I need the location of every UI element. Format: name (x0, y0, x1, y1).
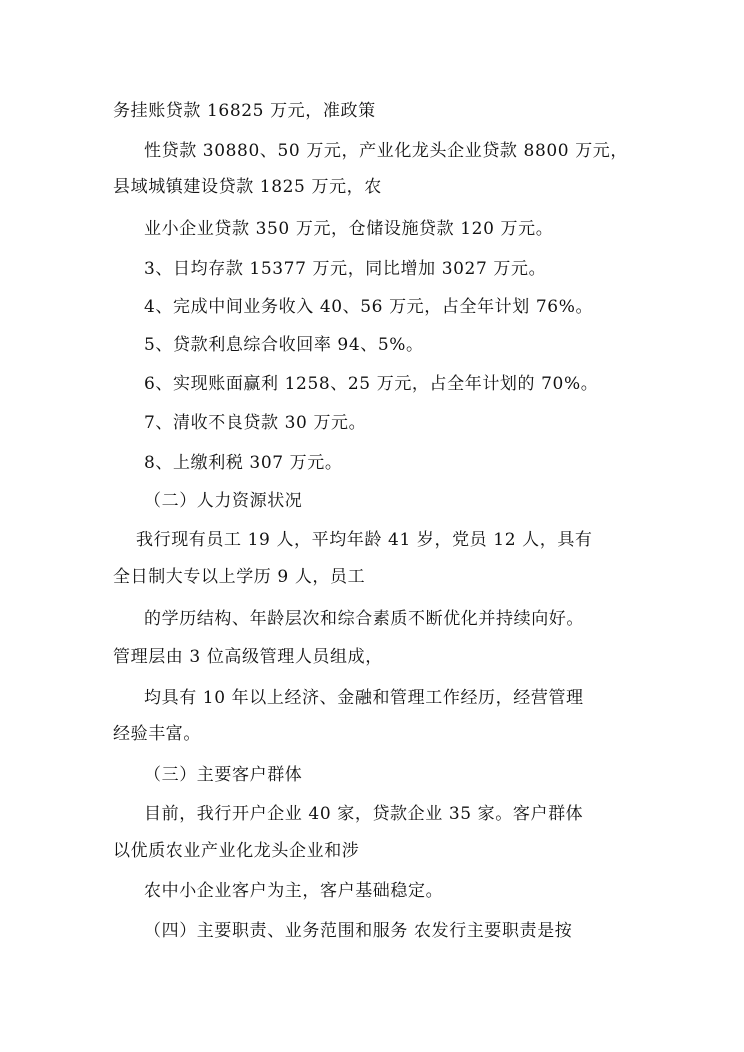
text-line-16: 均具有 10 年以上经济、金融和管理工作经历，经营管理 (144, 688, 584, 708)
text-line-10: 8、上缴利税 307 万元。 (144, 453, 343, 473)
text-line-20: 以优质农业产业化龙头企业和涉 (113, 841, 360, 861)
text-line-9: 7、清收不良贷款 30 万元。 (144, 413, 367, 433)
section-heading-main-customers: （三）主要客户群体 (144, 765, 303, 785)
text-line-7: 5、贷款利息综合收回率 94、5%。 (144, 335, 424, 355)
text-line-6: 4、完成中间业务收入 40、56 万元，占全年计划 76%。 (144, 297, 594, 317)
text-line-1: 务挂账贷款 16825 万元，准政策 (113, 101, 376, 121)
text-line-3: 县域城镇建设贷款 1825 万元，农 (113, 177, 382, 197)
text-line-13: 全日制大专以上学历 9 人，员工 (113, 567, 366, 587)
text-line-2: 性贷款 30880、50 万元，产业化龙头企业贷款 8800 万元， (144, 141, 628, 161)
text-line-5: 3、日均存款 15377 万元，同比增加 3027 万元。 (144, 259, 547, 279)
section-heading-human-resources: （二）人力资源状况 (144, 491, 303, 511)
text-line-4: 业小企业贷款 350 万元，仓储设施贷款 120 万元。 (144, 219, 554, 239)
text-line-15: 管理层由 3 位高级管理人员组成， (113, 647, 383, 667)
text-line-19: 目前，我行开户企业 40 家，贷款企业 35 家。客户群体 (144, 804, 584, 824)
section-heading-duties-scope: （四）主要职责、业务范围和服务 农发行主要职责是按 (144, 921, 573, 941)
text-line-14: 的学历结构、年龄层次和综合素质不断优化并持续向好。 (144, 609, 584, 629)
text-line-17: 经验丰富。 (113, 724, 201, 744)
text-line-12: 我行现有员工 19 人，平均年龄 41 岁，党员 12 人，具有 (136, 530, 593, 550)
text-line-21: 农中小企业客户为主，客户基础稳定。 (144, 881, 444, 901)
text-line-8: 6、实现账面赢利 1258、25 万元，占全年计划的 70%。 (144, 374, 599, 394)
